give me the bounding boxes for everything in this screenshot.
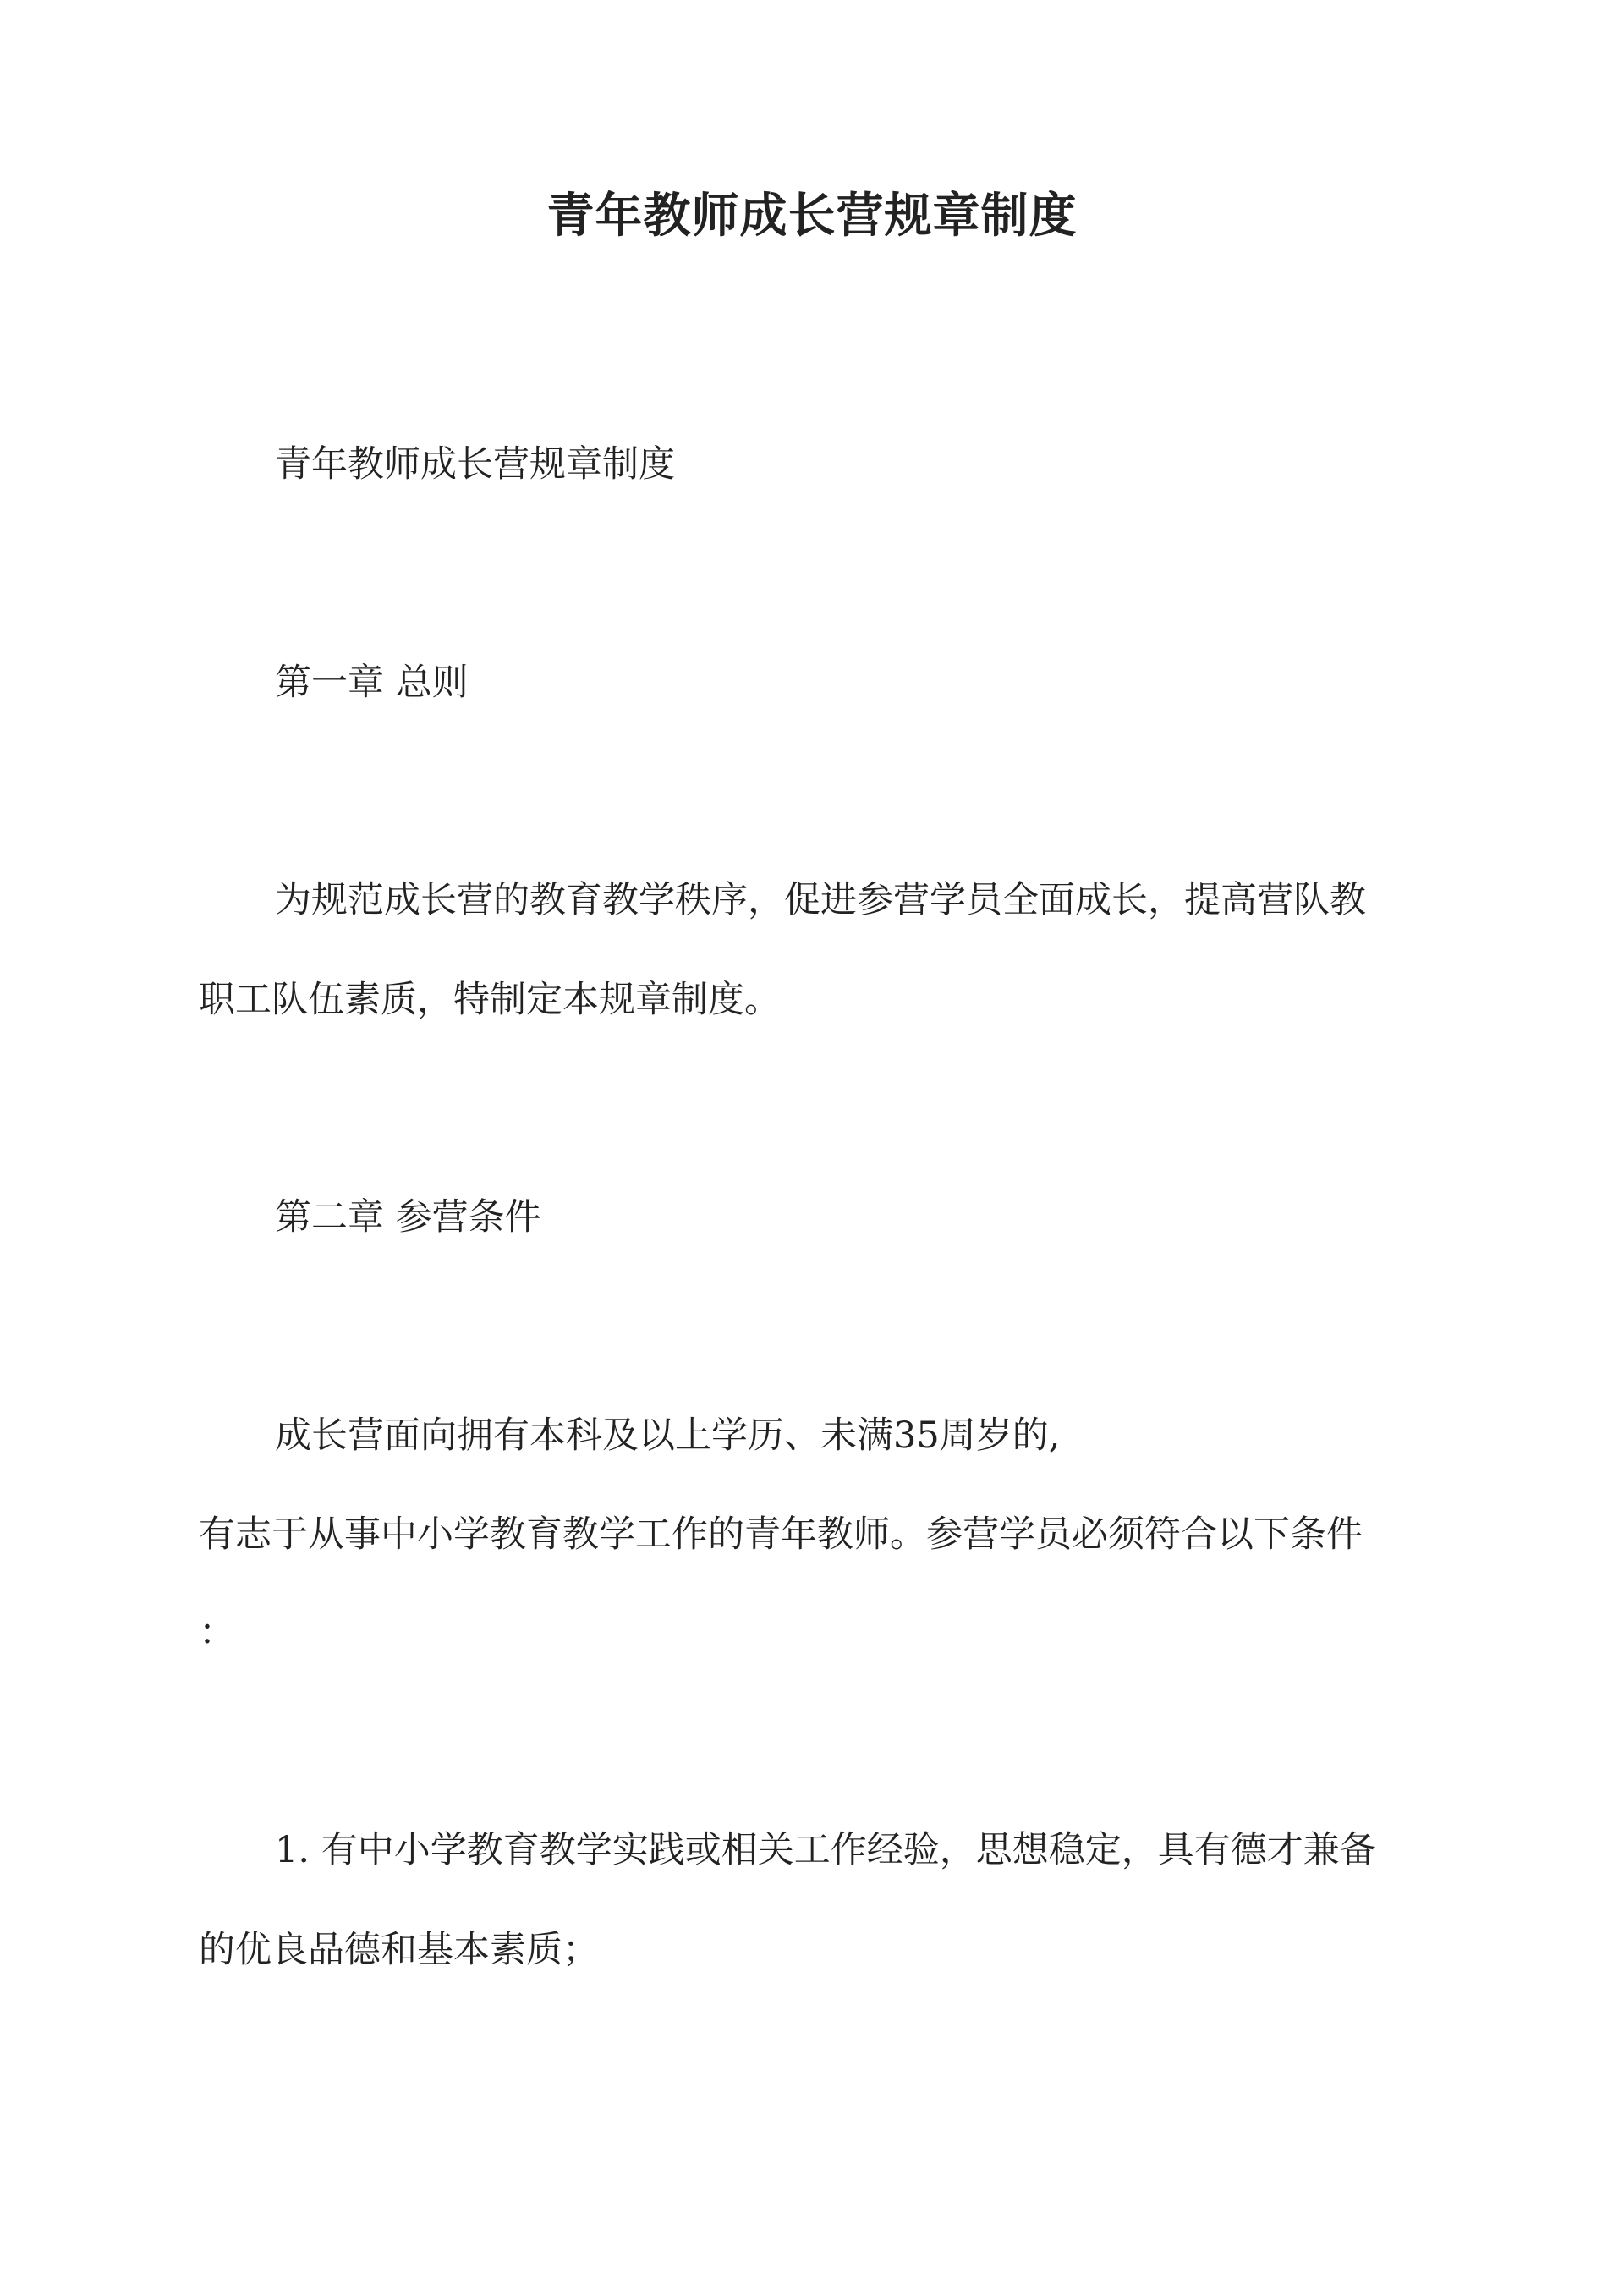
chapter2-paragraph-line-3: ： [199,1612,235,1654]
item1-line-2: 的优良品德和基本素质； [199,1929,599,1971]
chapter2-paragraph-line-2: 有志于从事中小学教育教学工作的青年教师。参营学员必须符合以下条件 [199,1513,1363,1556]
document-subtitle: 青年教师成长营规章制度 [275,443,675,486]
chapter2-paragraph-line-1: 成长营面向拥有本科及以上学历、未满35周岁的, [275,1414,1061,1457]
chapter1-paragraph-line-1: 为规范成长营的教育教学秩序，促进参营学员全面成长，提高营队教 [275,879,1366,921]
chapter1-paragraph-line-2: 职工队伍素质，特制定本规章制度。 [199,979,781,1021]
chapter1-heading: 第一章 总则 [275,662,469,704]
chapter2-heading: 第二章 参营条件 [275,1196,541,1239]
item1-line-1: 1. 有中小学教育教学实践或相关工作经验，思想稳定，具有德才兼备 [275,1829,1376,1871]
document-title: 青年教师成长营规章制度 [546,188,1078,244]
